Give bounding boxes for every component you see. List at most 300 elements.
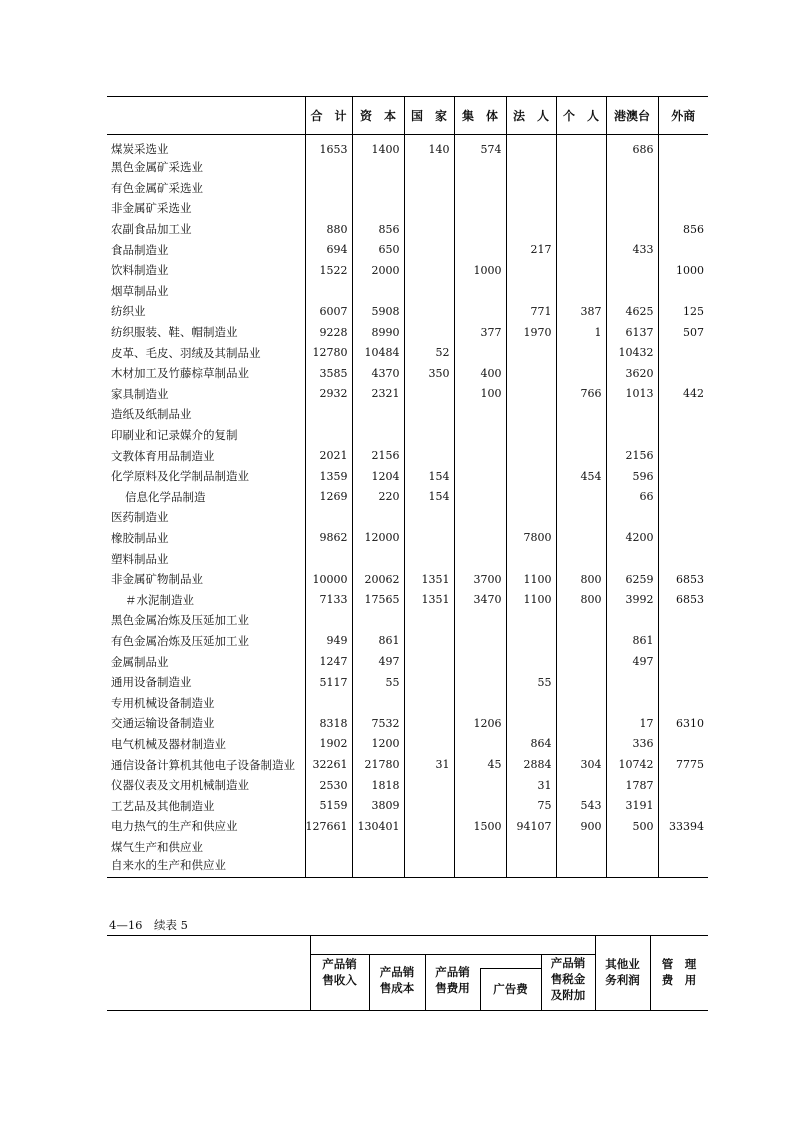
table-cell	[658, 610, 708, 631]
table-cell: 650	[352, 239, 404, 260]
table-cell	[305, 548, 352, 569]
table-cell	[556, 445, 606, 466]
table-cell: 433	[606, 239, 658, 260]
table-cell	[404, 795, 454, 816]
table-cell	[305, 425, 352, 446]
table-cell	[606, 178, 658, 199]
table-cell	[506, 610, 556, 631]
table-cell	[305, 281, 352, 302]
table-cell	[556, 425, 606, 446]
table-cell	[404, 157, 454, 178]
table-cell	[506, 260, 556, 281]
table-cell: 2021	[305, 445, 352, 466]
table-cell	[658, 775, 708, 796]
table-cell	[454, 487, 506, 508]
table-cell	[404, 775, 454, 796]
table-cell	[404, 260, 454, 281]
table-row	[107, 610, 708, 631]
row-label: 非金属矿采选业	[111, 201, 192, 216]
table-cell: 454	[556, 466, 606, 487]
row-label: 通用设备制造业	[111, 675, 192, 690]
table-cell	[404, 198, 454, 219]
table-cell	[404, 692, 454, 713]
table-cell	[556, 219, 606, 240]
column-header: 个 人	[556, 97, 606, 135]
table-cell	[404, 445, 454, 466]
table-cell	[606, 507, 658, 528]
table-cell	[454, 239, 506, 260]
table-row	[107, 857, 708, 878]
table-cell	[556, 775, 606, 796]
table-cell	[658, 363, 708, 384]
table-cell: 3620	[606, 363, 658, 384]
table-cell	[352, 404, 404, 425]
table-cell	[658, 548, 708, 569]
row-label: 黑色金属矿采选业	[111, 160, 203, 175]
table-cell	[658, 672, 708, 693]
table-cell	[352, 548, 404, 569]
table-cell: 1522	[305, 260, 352, 281]
table-cell	[404, 507, 454, 528]
header-sales-cost: 产品销 售成本	[379, 965, 415, 995]
table-cell	[305, 178, 352, 199]
table-cell: 771	[506, 301, 556, 322]
table-cell	[506, 651, 556, 672]
table-row	[107, 342, 708, 363]
table-cell	[352, 198, 404, 219]
table-cell: 1100	[506, 569, 556, 590]
table-cell	[404, 528, 454, 549]
table-row	[107, 487, 708, 508]
table-cell	[404, 837, 454, 858]
table-cell: 800	[556, 589, 606, 610]
table-cell	[454, 528, 506, 549]
table-cell: 140	[404, 135, 454, 158]
table-cell	[404, 322, 454, 343]
table-cell	[556, 631, 606, 652]
row-label: 印刷业和记录媒介的复制	[111, 428, 238, 443]
table-cell: 497	[352, 651, 404, 672]
table-cell: 3585	[305, 363, 352, 384]
table-cell	[454, 507, 506, 528]
table-cell	[556, 734, 606, 755]
table-cell	[454, 178, 506, 199]
table-cell: 7800	[506, 528, 556, 549]
row-label: 食品制造业	[111, 242, 169, 257]
row-label: 专用机械设备制造业	[111, 695, 215, 710]
table-cell	[556, 198, 606, 219]
column-header: 集 体	[454, 97, 506, 135]
table-cell	[658, 734, 708, 755]
table-row	[107, 631, 708, 652]
table-row	[107, 135, 708, 158]
table-cell: 900	[556, 816, 606, 837]
table-cell: 10432	[606, 342, 658, 363]
table-cell	[506, 281, 556, 302]
table-row	[107, 775, 708, 796]
column-header: 港澳台	[606, 97, 658, 135]
table-row	[107, 466, 708, 487]
table-cell	[305, 692, 352, 713]
table-cell	[506, 631, 556, 652]
table-row	[107, 548, 708, 569]
table-cell	[606, 404, 658, 425]
table-cell	[454, 672, 506, 693]
table-cell	[658, 281, 708, 302]
column-header: 国 家	[404, 97, 454, 135]
table-cell	[305, 610, 352, 631]
table-row	[107, 837, 708, 858]
table-cell: 75	[506, 795, 556, 816]
table-cell	[556, 487, 606, 508]
table-cell: 686	[606, 135, 658, 158]
table-cell: 7133	[305, 589, 352, 610]
table-cell	[305, 857, 352, 878]
row-label: 非金属矿物制品业	[111, 572, 203, 587]
header-admin-expense: 管 理 费 用	[661, 957, 697, 987]
table-cell: 10484	[352, 342, 404, 363]
table-cell	[658, 198, 708, 219]
table-cell	[658, 487, 708, 508]
table-cell: 3992	[606, 589, 658, 610]
table-cell: 5159	[305, 795, 352, 816]
table-cell: 1200	[352, 734, 404, 755]
header-corner	[107, 97, 305, 135]
row-label: 橡胶制品业	[111, 530, 169, 545]
table-cell	[606, 219, 658, 240]
table-cell: 1000	[658, 260, 708, 281]
table-cell	[506, 466, 556, 487]
row-label: 通信设备计算机其他电子设备制造业	[111, 757, 295, 772]
table-cell	[352, 178, 404, 199]
table-cell: 497	[606, 651, 658, 672]
table-cell	[658, 157, 708, 178]
table-cell: 5117	[305, 672, 352, 693]
table-cell: 856	[658, 219, 708, 240]
table-cell	[658, 466, 708, 487]
table-cell	[606, 610, 658, 631]
table-cell	[454, 404, 506, 425]
table-cell: 2321	[352, 384, 404, 405]
table-cell: 596	[606, 466, 658, 487]
table-cell	[404, 301, 454, 322]
table-cell	[556, 528, 606, 549]
table-cell: 949	[305, 631, 352, 652]
table-row	[107, 713, 708, 734]
table-cell	[404, 672, 454, 693]
table-cell	[352, 692, 404, 713]
table-cell: 1818	[352, 775, 404, 796]
table-cell	[556, 281, 606, 302]
table-cell: 9228	[305, 322, 352, 343]
table-cell	[404, 281, 454, 302]
table-row	[107, 445, 708, 466]
row-label: ＃水泥制造业	[125, 592, 194, 607]
table-cell: 1500	[454, 816, 506, 837]
table-cell	[556, 610, 606, 631]
table-cell: 31	[404, 754, 454, 775]
table-cell: 1013	[606, 384, 658, 405]
table-header-row	[107, 97, 708, 135]
table-cell: 574	[454, 135, 506, 158]
table-row	[107, 404, 708, 425]
table-cell	[658, 178, 708, 199]
table-cell: 400	[454, 363, 506, 384]
table-cell	[606, 857, 658, 878]
table-cell	[352, 857, 404, 878]
table-cell	[606, 198, 658, 219]
table-cell: 21780	[352, 754, 404, 775]
table-row	[107, 239, 708, 260]
table-cell	[506, 363, 556, 384]
row-label: 有色金属矿采选业	[111, 180, 203, 195]
table-cell	[506, 219, 556, 240]
table-cell: 1359	[305, 466, 352, 487]
table-cell: 55	[352, 672, 404, 693]
row-label: 农副食品加工业	[111, 222, 192, 237]
table-cell	[658, 239, 708, 260]
table-cell: 10742	[606, 754, 658, 775]
table-cell: 442	[658, 384, 708, 405]
table-cell: 100	[454, 384, 506, 405]
table-cell: 33394	[658, 816, 708, 837]
table-cell	[658, 837, 708, 858]
table-cell: 8990	[352, 322, 404, 343]
table-cell: 856	[352, 219, 404, 240]
table-cell	[556, 157, 606, 178]
table-cell: 94107	[506, 816, 556, 837]
table-cell: 861	[352, 631, 404, 652]
header-sales-tax: 产品销 售税金 及附加	[550, 956, 586, 1002]
table-row	[107, 301, 708, 322]
table-cell	[454, 281, 506, 302]
table-cell	[352, 157, 404, 178]
table-row	[107, 260, 708, 281]
table-cell: 6007	[305, 301, 352, 322]
table-cell: 1000	[454, 260, 506, 281]
table-cell: 125	[658, 301, 708, 322]
table-cell	[404, 384, 454, 405]
table-cell	[556, 672, 606, 693]
table-row	[107, 589, 708, 610]
table-cell: 507	[658, 322, 708, 343]
table-cell	[305, 404, 352, 425]
table-cell: 31	[506, 775, 556, 796]
table-row	[107, 672, 708, 693]
table-cell	[658, 342, 708, 363]
table-body	[107, 135, 708, 878]
table-cell: 1787	[606, 775, 658, 796]
table-cell	[556, 178, 606, 199]
table-cell	[506, 837, 556, 858]
table-cell: 12780	[305, 342, 352, 363]
industry-capital-table	[107, 96, 708, 878]
table-cell	[658, 692, 708, 713]
row-label: 化学原料及化学制品制造业	[111, 469, 249, 484]
table-cell	[556, 363, 606, 384]
row-label: 煤炭采选业	[111, 142, 169, 156]
table-cell: 1100	[506, 589, 556, 610]
table-cell	[454, 301, 506, 322]
table-cell: 2000	[352, 260, 404, 281]
table-cell	[404, 651, 454, 672]
table-cell: 2530	[305, 775, 352, 796]
table-row	[107, 281, 708, 302]
header-sales-revenue: 产品销 售收入	[322, 957, 357, 987]
table-cell	[556, 857, 606, 878]
table-cell	[506, 157, 556, 178]
table-cell	[658, 425, 708, 446]
table-cell	[506, 487, 556, 508]
table-cell	[606, 281, 658, 302]
table-cell: 45	[454, 754, 506, 775]
table-cell: 500	[606, 816, 658, 837]
table-row	[107, 651, 708, 672]
table-caption: 4—16 续表 5	[109, 918, 188, 932]
table-cell	[606, 837, 658, 858]
row-label: 有色金属冶炼及压延加工业	[111, 633, 249, 648]
table-cell: 766	[556, 384, 606, 405]
table-cell: 1351	[404, 569, 454, 590]
row-label: 医药制造业	[111, 510, 169, 525]
table-cell: 55	[506, 672, 556, 693]
column-header: 资 本	[352, 97, 404, 135]
header-advertising: 广告费	[493, 982, 528, 996]
table-cell: 1970	[506, 322, 556, 343]
table-cell: 1400	[352, 135, 404, 158]
row-label: 信息化学品制造	[125, 489, 206, 504]
table-row	[107, 795, 708, 816]
table-row	[107, 816, 708, 837]
table-cell	[506, 857, 556, 878]
table-cell	[556, 548, 606, 569]
table-cell	[506, 342, 556, 363]
table-cell	[658, 795, 708, 816]
table-cell	[454, 342, 506, 363]
table-cell	[454, 651, 506, 672]
table-cell: 4370	[352, 363, 404, 384]
row-label: 文教体育用品制造业	[111, 448, 215, 463]
table-cell	[606, 548, 658, 569]
table-cell: 8318	[305, 713, 352, 734]
table-cell: 387	[556, 301, 606, 322]
table-cell: 6853	[658, 589, 708, 610]
row-label: 仪器仪表及文用机械制造业	[111, 778, 249, 793]
table-cell	[305, 198, 352, 219]
row-label: 煤气生产和供应业	[111, 839, 203, 854]
table-cell	[454, 610, 506, 631]
row-label: 电气机械及器材制造业	[111, 736, 226, 751]
header-sales-expense: 产品销 售费用	[435, 965, 470, 995]
table-cell: 32261	[305, 754, 352, 775]
table-cell: 861	[606, 631, 658, 652]
row-label: 皮革、毛皮、羽绒及其制品业	[111, 345, 261, 360]
table-cell	[556, 713, 606, 734]
table-row	[107, 692, 708, 713]
table-cell	[404, 631, 454, 652]
table-row	[107, 322, 708, 343]
continuation-table-header	[107, 935, 708, 1011]
table-cell: 9862	[305, 528, 352, 549]
table-cell: 52	[404, 342, 454, 363]
row-label: 黑色金属冶炼及压延加工业	[111, 613, 249, 628]
table-cell: 1902	[305, 734, 352, 755]
table-cell	[454, 734, 506, 755]
table-cell	[454, 692, 506, 713]
table-cell: 694	[305, 239, 352, 260]
table-cell	[506, 404, 556, 425]
row-label: 造纸及纸制品业	[111, 407, 192, 422]
table-cell: 1653	[305, 135, 352, 158]
row-label: 自来水的生产和供应业	[107, 857, 305, 878]
table-cell	[506, 548, 556, 569]
table-cell: 130401	[352, 816, 404, 837]
table-cell: 66	[606, 487, 658, 508]
table-cell: 2884	[506, 754, 556, 775]
table-cell	[658, 445, 708, 466]
table-cell	[404, 857, 454, 878]
table-cell	[506, 135, 556, 158]
table-cell	[556, 507, 606, 528]
row-label: 工艺品及其他制造业	[111, 798, 215, 813]
table-cell	[506, 178, 556, 199]
table-row	[107, 569, 708, 590]
table-cell: 3191	[606, 795, 658, 816]
row-label: 烟草制品业	[111, 283, 169, 298]
table-cell	[352, 507, 404, 528]
table-cell	[404, 734, 454, 755]
row-label: 纺织业	[111, 304, 146, 319]
table-cell: 4200	[606, 528, 658, 549]
row-label: 木材加工及竹藤棕草制品业	[111, 366, 249, 381]
table-cell	[454, 157, 506, 178]
table-cell: 336	[606, 734, 658, 755]
table-cell: 1269	[305, 487, 352, 508]
table-row	[107, 384, 708, 405]
table-cell	[454, 466, 506, 487]
table-cell	[404, 178, 454, 199]
table-cell: 154	[404, 466, 454, 487]
table-cell	[556, 692, 606, 713]
column-header: 外商	[658, 97, 708, 135]
table-cell: 1204	[352, 466, 404, 487]
table-cell	[556, 135, 606, 158]
table-cell	[404, 239, 454, 260]
table-cell: 17565	[352, 589, 404, 610]
table-cell	[454, 548, 506, 569]
table-cell: 2156	[606, 445, 658, 466]
table-row	[107, 507, 708, 528]
table-cell	[506, 692, 556, 713]
table-cell: 304	[556, 754, 606, 775]
table-cell: 1351	[404, 589, 454, 610]
column-header: 法 人	[506, 97, 556, 135]
table-cell: 217	[506, 239, 556, 260]
table-cell: 543	[556, 795, 606, 816]
table-cell: 20062	[352, 569, 404, 590]
table-cell: 2156	[352, 445, 404, 466]
table-cell	[658, 507, 708, 528]
table-row	[107, 734, 708, 755]
table-cell: 3700	[454, 569, 506, 590]
table-cell	[454, 837, 506, 858]
table-cell: 6259	[606, 569, 658, 590]
table-cell: 1	[556, 322, 606, 343]
table-cell: 6310	[658, 713, 708, 734]
table-cell: 880	[305, 219, 352, 240]
table-cell: 7532	[352, 713, 404, 734]
table-row	[107, 425, 708, 446]
